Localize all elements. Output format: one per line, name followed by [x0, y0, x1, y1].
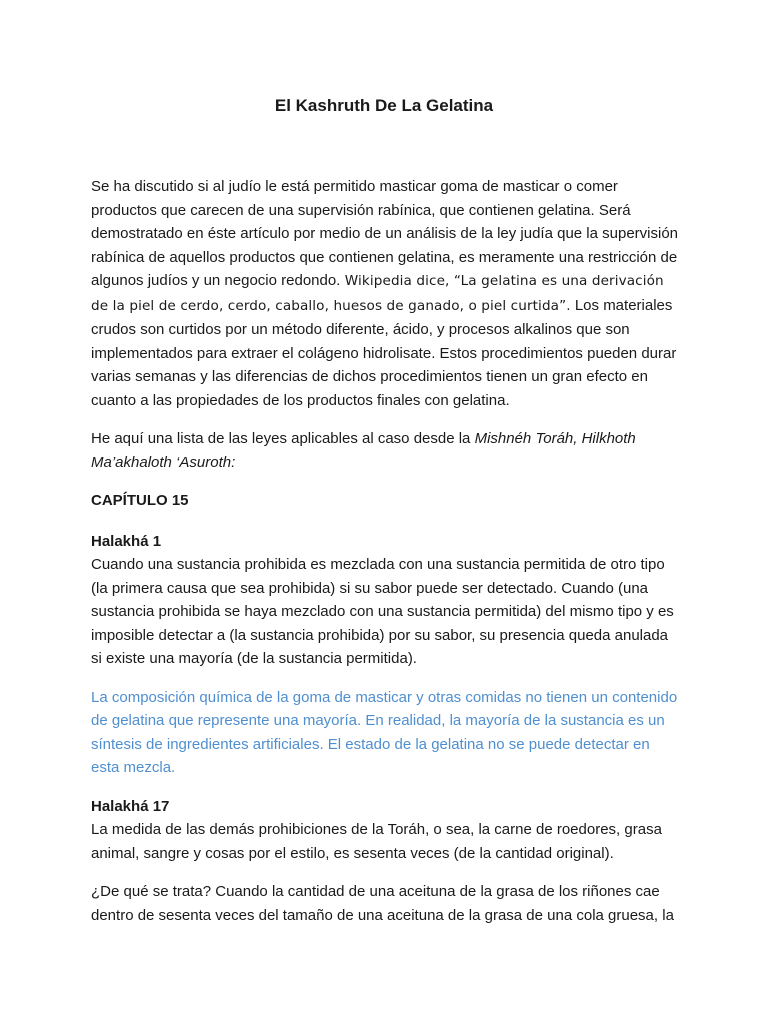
- list-intro-paragraph: [91, 427, 681, 474]
- intro-text-continued: Los materiales crudos son curtidos por un método diferente, ácido, y procesos alkalinos que son implementados para extraer el colágeno hidrolisate. Estos procedimientos pueden durar varias semanas y las diferencias de dichos procedimientos tienen un gran efecto en cuanto a las propiedades de los productos finales con gelatina.: [91, 296, 677, 409]
- commentary-paragraph: La composición química de la goma de masticar y otras comidas no tienen un contenido de gelatina que represente una mayoría. En realidad, la mayoría de la sustancia es un síntesis de ingredientes artificiales. El estado de la gelatina no se puede detectar en esta mezcla.: [91, 688, 678, 776]
- chapter-heading: CAPÍTULO 15: [91, 492, 189, 509]
- halakha-1-title: Halakhá 1: [91, 532, 162, 550]
- halakha-17-text: La medida de las demás prohibiciones de la Toráh, o sea, la carne de roedores, grasa animal, sangre y cosas por el estilo, es sesenta veces (de la cantidad original).: [91, 821, 662, 862]
- intro-text: Se ha discutido si al judío le está permitido masticar goma de masticar o comer productos que carecen de una supervisión rabínica, que contienen gelatina. Será demostratado en éste artículo por medio de un análisis de la ley judía que la supervisión rabínica de aquellos productos que contienen gelatina, es meramente una restricción de algunos judíos y un negocio redondo.: [91, 178, 679, 289]
- document-title: El Kashruth De La Gelatina: [274, 96, 494, 115]
- document-body: [91, 175, 681, 927]
- halakha-1-text: Cuando una sustancia prohibida es mezclada con una sustancia permitida de otro tipo (la primera causa que sea prohibida) si su sabor puede ser detectado. Cuando (una sustancia prohibida se haya mezclado con una sustancia permitida) del mismo tipo y es imposible detectar a (la sustancia prohibida) por su sabor, su presencia queda anulada si existe una mayoría (de la sustancia permitida).: [91, 556, 674, 667]
- wikipedia-quote: Wikipedia dice, “La gelatina es una derivación de la piel de cerdo, cerdo, caballo, huesos de ganado, o piel curtida”.: [91, 273, 664, 314]
- question-paragraph: ¿De qué se trata? Cuando la cantidad de una aceituna de la grasa de los riñones cae dentro de sesenta veces del tamaño de una aceituna de la grasa de una cola gruesa, la: [91, 883, 674, 924]
- source-reference: Mishnéh Toráh, Hilkhoth Ma’akhaloth ‘Asuroth:: [91, 430, 636, 471]
- halakha-17-section: [91, 795, 681, 866]
- intro-paragraph: [91, 175, 681, 412]
- list-intro-text: He aquí una lista de las leyes aplicables al caso desde la: [91, 430, 475, 447]
- halakha-17-title: Halakhá 17: [91, 797, 170, 815]
- halakha-1-section: [91, 530, 681, 671]
